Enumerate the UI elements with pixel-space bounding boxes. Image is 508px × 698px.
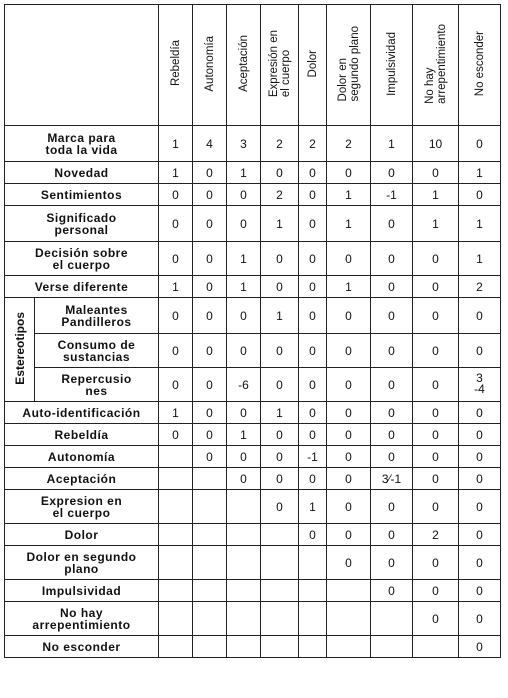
empty-cell: [193, 636, 227, 658]
value-cell: 1: [261, 298, 299, 334]
value-cell: 0: [413, 424, 459, 446]
value-cell: 1: [261, 206, 299, 242]
value-cell: 1: [459, 206, 501, 242]
row-label: Novedad: [5, 162, 159, 184]
value-cell: 0: [159, 424, 193, 446]
empty-cell: [261, 524, 299, 546]
value-cell: 0: [371, 424, 413, 446]
fraction-value: 3 -4: [474, 371, 485, 396]
value-cell: 0: [193, 446, 227, 468]
value-cell: 0: [299, 468, 327, 490]
value-cell: 0: [261, 490, 299, 524]
empty-cell: [227, 580, 261, 602]
value-cell: 0: [193, 184, 227, 206]
column-header-label: No hay arrepentimiento: [423, 23, 448, 104]
value-cell: 0: [261, 276, 299, 298]
value-cell: 0: [327, 162, 371, 184]
value-cell: 0: [193, 368, 227, 402]
row-label: Rebeldía: [5, 424, 159, 446]
value-cell: 0: [227, 402, 261, 424]
value-cell: 0: [371, 524, 413, 546]
value-cell: 0: [299, 184, 327, 206]
table-row: [5, 334, 501, 368]
empty-cell: [159, 602, 193, 636]
column-header-label: Impulsividad: [385, 31, 398, 96]
column-header: [459, 5, 501, 126]
value-cell: 0: [261, 468, 299, 490]
empty-cell: [193, 602, 227, 636]
value-cell: 0: [459, 402, 501, 424]
value-cell: 0: [327, 524, 371, 546]
column-header-label: Aceptación: [237, 35, 250, 92]
row-label: Expresion en el cuerpo: [5, 490, 159, 524]
value-cell: 0: [299, 242, 327, 276]
value-cell: 0: [299, 368, 327, 402]
row-label: No esconder: [5, 636, 159, 658]
value-cell: 0: [327, 446, 371, 468]
value-cell: 1: [159, 276, 193, 298]
value-cell: 0: [299, 524, 327, 546]
empty-cell: [193, 490, 227, 524]
table-row: [5, 546, 501, 580]
empty-cell: [371, 636, 413, 658]
empty-cell: [159, 490, 193, 524]
value-cell: 0: [413, 402, 459, 424]
value-cell: 0: [327, 368, 371, 402]
value-cell: 0: [413, 468, 459, 490]
empty-cell: [227, 524, 261, 546]
value-cell: 0: [413, 490, 459, 524]
column-header-label: Dolor en segundo plano: [336, 25, 361, 102]
empty-cell: [159, 468, 193, 490]
empty-cell: [327, 602, 371, 636]
value-cell: 1: [159, 402, 193, 424]
value-cell: 0: [327, 334, 371, 368]
value-cell: 0: [327, 298, 371, 334]
value-cell: 3⁄-1: [371, 468, 413, 490]
value-cell: 1: [261, 402, 299, 424]
table-row: [5, 276, 501, 298]
value-cell: 0: [413, 368, 459, 402]
value-cell: 0: [459, 490, 501, 524]
value-cell: 0: [371, 242, 413, 276]
value-cell: 0: [413, 602, 459, 636]
value-cell: 0: [159, 298, 193, 334]
matrix-container: [4, 4, 501, 658]
value-cell: 1: [413, 184, 459, 206]
column-header: [193, 5, 227, 126]
value-cell: 0: [371, 162, 413, 184]
value-cell: 0: [299, 162, 327, 184]
empty-cell: [159, 636, 193, 658]
value-cell: 0: [227, 184, 261, 206]
value-cell: 0: [413, 242, 459, 276]
value-cell: 0: [327, 242, 371, 276]
value-cell: 0: [459, 468, 501, 490]
row-label: Consumo de sustancias: [35, 334, 159, 368]
value-cell: 0: [413, 546, 459, 580]
row-label: Significado personal: [5, 206, 159, 242]
table-row: [5, 242, 501, 276]
empty-cell: [299, 636, 327, 658]
column-header: [261, 5, 299, 126]
value-cell: 1: [159, 162, 193, 184]
row-label: Repercusio nes: [35, 368, 159, 402]
value-cell: 0: [371, 580, 413, 602]
value-cell: 0: [159, 206, 193, 242]
empty-cell: [327, 636, 371, 658]
value-cell: 0: [159, 184, 193, 206]
table-row: [5, 162, 501, 184]
empty-cell: [227, 546, 261, 580]
table-row: [5, 368, 501, 402]
value-cell: 0: [299, 276, 327, 298]
column-header: [159, 5, 193, 126]
table-row: [5, 602, 501, 636]
group-label-cell: [5, 298, 35, 402]
empty-cell: [159, 580, 193, 602]
value-cell: 0: [159, 368, 193, 402]
value-cell: 0: [371, 446, 413, 468]
value-cell: 0: [371, 546, 413, 580]
value-cell: 1: [327, 276, 371, 298]
table-row: [5, 524, 501, 546]
value-cell: 0: [227, 206, 261, 242]
value-cell: 0: [159, 242, 193, 276]
value-cell: 0: [227, 446, 261, 468]
value-cell: 1: [159, 126, 193, 162]
value-cell: -1: [371, 184, 413, 206]
value-cell: 0: [327, 424, 371, 446]
table-row: [5, 580, 501, 602]
header-row: [5, 5, 501, 126]
value-cell: 2: [261, 184, 299, 206]
column-header-label: Autonomía: [203, 35, 216, 92]
value-cell: 10: [413, 126, 459, 162]
value-cell: 0: [193, 402, 227, 424]
empty-cell: [413, 636, 459, 658]
column-header: [299, 5, 327, 126]
table-row: [5, 636, 501, 658]
table-row: [5, 468, 501, 490]
codes-matrix-table: [4, 4, 501, 658]
empty-cell: [159, 524, 193, 546]
table-row: [5, 446, 501, 468]
value-cell: 0: [261, 334, 299, 368]
value-cell: 0: [327, 402, 371, 424]
column-header: [327, 5, 371, 126]
value-cell: 2: [459, 276, 501, 298]
value-cell: 0: [193, 334, 227, 368]
table-row: [5, 424, 501, 446]
value-cell: 0: [299, 402, 327, 424]
value-cell: 0: [159, 334, 193, 368]
empty-cell: [193, 468, 227, 490]
value-cell: 1: [459, 162, 501, 184]
empty-cell: [261, 636, 299, 658]
row-label: Auto-identificación: [5, 402, 159, 424]
empty-cell: [299, 546, 327, 580]
value-cell: 1: [371, 126, 413, 162]
empty-cell: [159, 446, 193, 468]
value-cell: 1: [327, 184, 371, 206]
empty-cell: [327, 580, 371, 602]
row-label: Verse diferente: [5, 276, 159, 298]
row-label: Sentimientos: [5, 184, 159, 206]
table-row: [5, 126, 501, 162]
value-cell: 0: [371, 490, 413, 524]
value-cell: 0: [459, 524, 501, 546]
value-cell: 0: [371, 368, 413, 402]
value-cell: 2: [413, 524, 459, 546]
value-cell: 0: [261, 368, 299, 402]
column-header-label: Rebeldía: [169, 40, 182, 87]
value-cell: 0: [227, 334, 261, 368]
row-label: Impulsividad: [5, 580, 159, 602]
value-cell: 0: [413, 446, 459, 468]
value-cell: 0: [227, 468, 261, 490]
value-cell: 0: [413, 162, 459, 184]
column-header-label: No esconder: [473, 30, 486, 97]
table-row: [5, 184, 501, 206]
row-label: No hay arrepentimiento: [5, 602, 159, 636]
value-cell: 0: [459, 446, 501, 468]
value-cell: 1: [413, 206, 459, 242]
row-label: Aceptación: [5, 468, 159, 490]
empty-cell: [227, 490, 261, 524]
value-cell: 0: [413, 298, 459, 334]
value-cell: 1: [227, 424, 261, 446]
value-cell: -6: [227, 368, 261, 402]
value-cell: 0: [459, 334, 501, 368]
table-row: [5, 298, 501, 334]
value-cell: 1: [227, 242, 261, 276]
empty-cell: [159, 546, 193, 580]
empty-cell: [193, 524, 227, 546]
table-row: [5, 490, 501, 524]
row-label: Maleantes Pandilleros: [35, 298, 159, 334]
value-cell: 1: [227, 162, 261, 184]
column-header-label: Dolor: [306, 49, 319, 78]
row-label: Dolor: [5, 524, 159, 546]
value-cell: 0: [459, 580, 501, 602]
value-cell: 0: [459, 546, 501, 580]
value-cell: 0: [459, 184, 501, 206]
value-cell: 0: [299, 298, 327, 334]
column-header: [413, 5, 459, 126]
empty-cell: [299, 602, 327, 636]
empty-cell: [371, 602, 413, 636]
value-cell: 0: [413, 276, 459, 298]
value-cell: 0: [459, 424, 501, 446]
column-header-label: Expresión en el cuerpo: [267, 29, 292, 98]
value-cell: 3: [227, 126, 261, 162]
value-cell: -1: [299, 446, 327, 468]
row-label: Autonomía: [5, 446, 159, 468]
row-label: Dolor en segundo plano: [5, 546, 159, 580]
value-cell: 0: [261, 162, 299, 184]
value-cell: 0: [227, 298, 261, 334]
value-cell: 1: [299, 490, 327, 524]
value-cell: 0: [371, 298, 413, 334]
value-cell: 0: [193, 162, 227, 184]
value-cell: [459, 368, 501, 402]
empty-cell: [227, 636, 261, 658]
column-header: [371, 5, 413, 126]
row-label: Decisión sobre el cuerpo: [5, 242, 159, 276]
value-cell: 2: [261, 126, 299, 162]
value-cell: 0: [371, 276, 413, 298]
column-header: [227, 5, 261, 126]
value-cell: 0: [299, 206, 327, 242]
value-cell: 0: [327, 490, 371, 524]
group-label: Estereotipos: [12, 311, 27, 385]
empty-cell: [227, 602, 261, 636]
table-row: [5, 206, 501, 242]
value-cell: 0: [193, 206, 227, 242]
value-cell: 0: [299, 424, 327, 446]
value-cell: 0: [261, 242, 299, 276]
value-cell: 0: [193, 424, 227, 446]
row-label: Marca para toda la vida: [5, 126, 159, 162]
value-cell: 0: [193, 298, 227, 334]
value-cell: 4: [193, 126, 227, 162]
value-cell: 0: [413, 334, 459, 368]
value-cell: 0: [261, 424, 299, 446]
value-cell: 0: [459, 126, 501, 162]
value-cell: 2: [299, 126, 327, 162]
value-cell: 0: [459, 298, 501, 334]
value-cell: 2: [327, 126, 371, 162]
value-cell: 0: [193, 276, 227, 298]
empty-cell: [193, 546, 227, 580]
value-cell: 0: [193, 242, 227, 276]
value-cell: 1: [227, 276, 261, 298]
empty-cell: [261, 602, 299, 636]
empty-cell: [299, 580, 327, 602]
value-cell: 0: [371, 402, 413, 424]
table-row: [5, 402, 501, 424]
empty-cell: [261, 546, 299, 580]
value-cell: 1: [327, 206, 371, 242]
empty-cell: [193, 580, 227, 602]
value-cell: 0: [413, 580, 459, 602]
value-cell: 0: [371, 206, 413, 242]
value-cell: 0: [371, 334, 413, 368]
corner-cell: [5, 5, 159, 126]
value-cell: 0: [459, 602, 501, 636]
value-cell: 0: [299, 334, 327, 368]
value-cell: 0: [459, 636, 501, 658]
value-cell: 0: [327, 468, 371, 490]
value-cell: 0: [327, 546, 371, 580]
empty-cell: [261, 580, 299, 602]
value-cell: 0: [261, 446, 299, 468]
value-cell: 1: [459, 242, 501, 276]
